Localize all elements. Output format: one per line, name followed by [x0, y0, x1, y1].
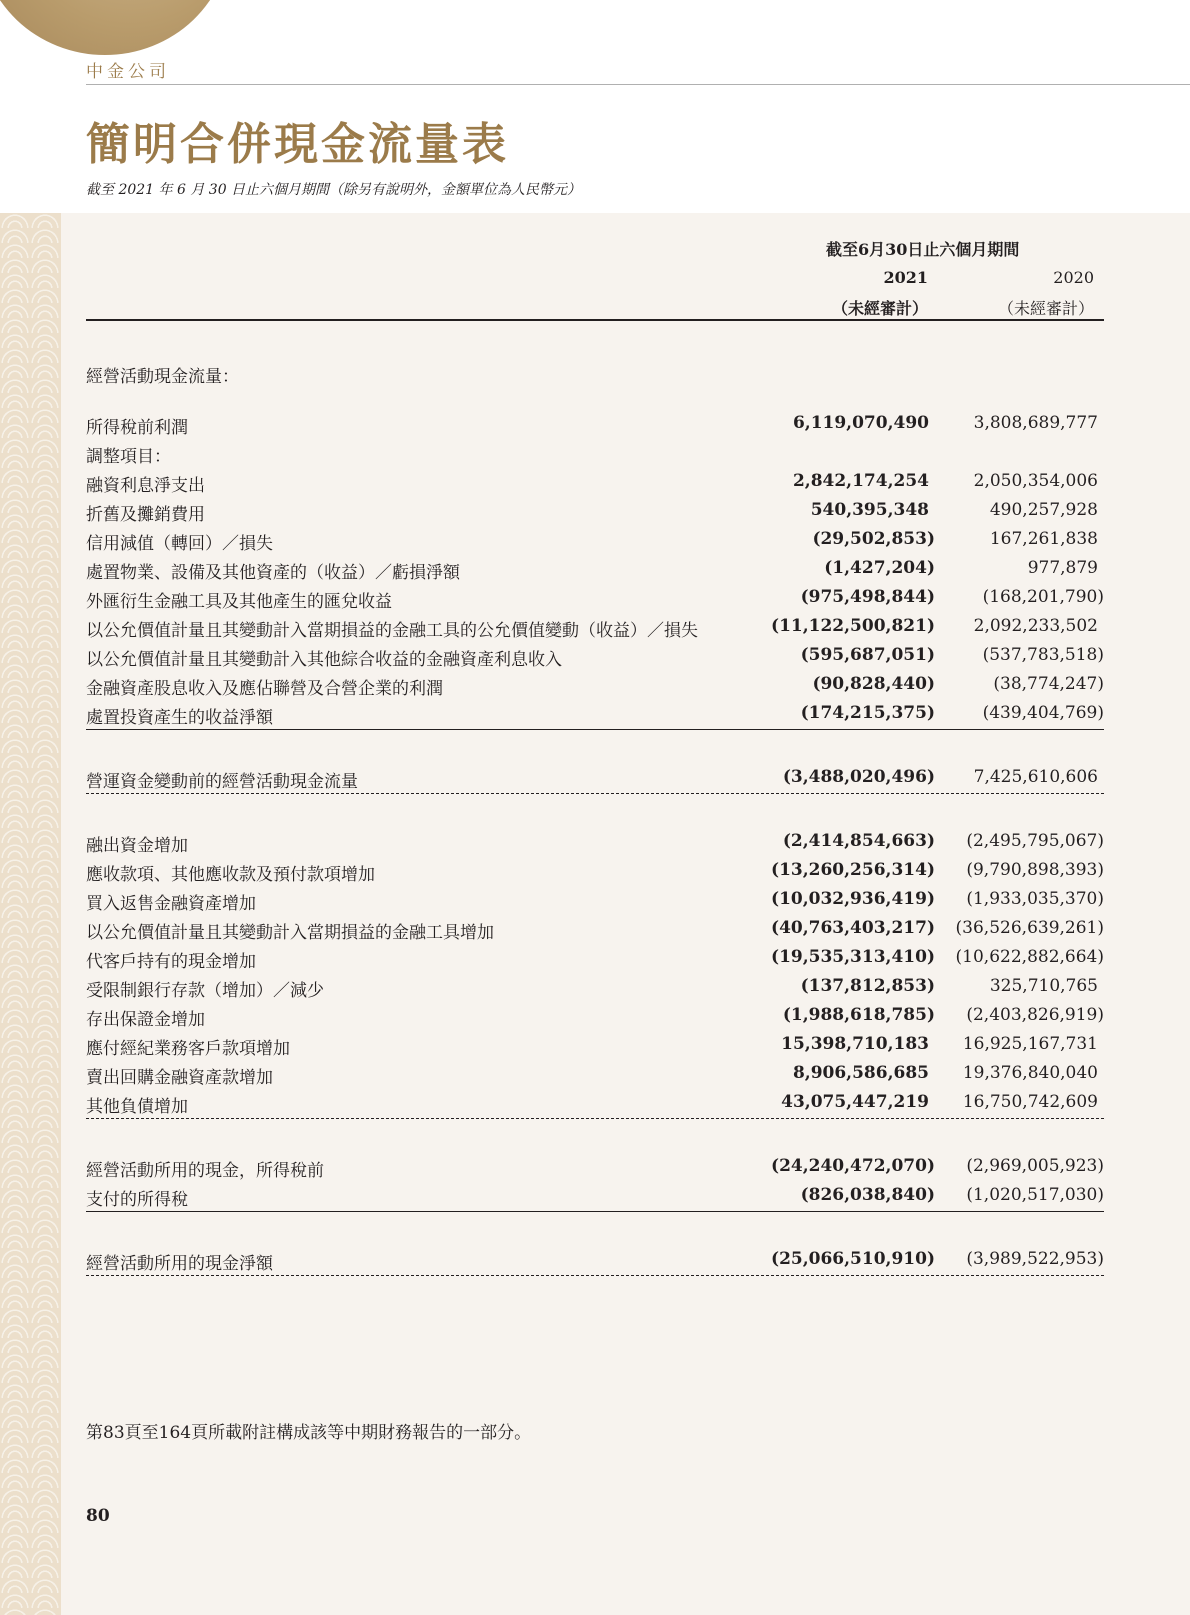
value-2020: (10,622,882,664) — [955, 947, 1104, 967]
value-2021: (1,988,618,785) — [782, 1005, 935, 1025]
column-year-2020: 2020 — [1053, 268, 1094, 287]
value-2021: (29,502,853) — [812, 529, 935, 549]
table-row — [86, 525, 1104, 555]
company-logo-disc — [0, 0, 230, 55]
value-2020: 19,376,840,040 — [962, 1063, 1098, 1083]
value-2020: (9,790,898,393) — [966, 860, 1104, 880]
page-subtitle: 截至 2021 年 6 月 30 日止六個月期間（除另有說明外，金額單位為人民幣元） — [86, 182, 582, 198]
table-row — [86, 1245, 1104, 1276]
row-label: 金融資產股息收入及應佔聯營及合營企業的利潤 — [86, 679, 443, 699]
value-2020: 167,261,838 — [989, 529, 1098, 549]
page-number: 80 — [86, 1506, 110, 1526]
table-row — [86, 699, 1104, 730]
row-label: 所得稅前利潤 — [86, 418, 188, 438]
value-2021: 2,842,174,254 — [792, 471, 929, 491]
table-row — [86, 1181, 1104, 1212]
column-audit-2021: （未經審計） — [831, 299, 928, 318]
table-row — [86, 763, 1104, 794]
row-label: 代客戶持有的現金增加 — [86, 952, 256, 972]
row-label: 買入返售金融資產增加 — [86, 894, 256, 914]
value-2020: 16,750,742,609 — [962, 1092, 1098, 1112]
footnote: 第83頁至164頁所載附註構成該等中期財務報告的一部分。 — [86, 1423, 532, 1443]
row-label: 經營活動所用的現金淨額 — [86, 1254, 273, 1274]
row-label: 應收款項、其他應收款及預付款項增加 — [86, 865, 375, 885]
table-row — [86, 583, 1104, 613]
table-row — [86, 467, 1104, 497]
value-2020: 7,425,610,606 — [973, 767, 1098, 787]
table-row — [86, 972, 1104, 1002]
row-label: 以公允價值計量且其變動計入其他綜合收益的金融資產利息收入 — [86, 650, 562, 670]
value-2021: 15,398,710,183 — [781, 1034, 929, 1054]
table-row — [86, 670, 1104, 700]
value-2021: (1,427,204) — [824, 558, 935, 578]
table-row — [86, 554, 1104, 584]
value-2020: (439,404,769) — [982, 703, 1104, 723]
value-2021: (3,488,020,496) — [782, 767, 935, 787]
value-2020: 2,050,354,006 — [973, 471, 1098, 491]
value-2020: 490,257,928 — [989, 500, 1098, 520]
value-2021: (10,032,936,419) — [771, 889, 935, 909]
value-2021: (137,812,853) — [800, 976, 935, 996]
table-row — [86, 1059, 1104, 1089]
row-label: 賣出回購金融資產款增加 — [86, 1068, 273, 1088]
value-2020: (2,403,826,919) — [966, 1005, 1104, 1025]
table-row — [86, 496, 1104, 526]
table-row — [86, 1030, 1104, 1060]
column-period-header: 截至6月30日止六個月期間 — [826, 240, 1020, 259]
company-name: 中金公司 — [86, 62, 170, 82]
value-2021: (595,687,051) — [800, 645, 935, 665]
table-row — [86, 1088, 1104, 1119]
row-label: 營運資金變動前的經營活動現金流量 — [86, 772, 358, 792]
row-label: 調整項目： — [86, 447, 171, 467]
table-row — [86, 885, 1104, 915]
value-2020: (2,969,005,923) — [966, 1156, 1104, 1176]
row-label: 信用減值（轉回）／損失 — [86, 534, 273, 554]
value-2020: 977,879 — [1027, 558, 1098, 578]
value-2021: (13,260,256,314) — [771, 860, 935, 880]
row-label: 以公允價值計量且其變動計入當期損益的金融工具增加 — [86, 923, 494, 943]
header-rule — [86, 84, 1190, 85]
table-row — [86, 612, 1104, 642]
value-2021: (2,414,854,663) — [782, 831, 935, 851]
row-label: 以公允價值計量且其變動計入當期損益的金融工具的公允價值變動（收益）／損失 — [86, 621, 698, 641]
row-label: 支付的所得稅 — [86, 1190, 188, 1210]
row-label: 融出資金增加 — [86, 836, 188, 856]
value-2021: (90,828,440) — [812, 674, 935, 694]
value-2020: (168,201,790) — [982, 587, 1104, 607]
value-2021: (40,763,403,217) — [771, 918, 935, 938]
table-row — [86, 438, 1104, 468]
value-2020: 325,710,765 — [989, 976, 1098, 996]
value-2020: (1,933,035,370) — [966, 889, 1104, 909]
table-row — [86, 827, 1104, 857]
value-2021: (11,122,500,821) — [771, 616, 935, 636]
value-2021: (975,498,844) — [800, 587, 935, 607]
row-label: 處置投資產生的收益淨額 — [86, 708, 273, 728]
value-2021: 43,075,447,219 — [781, 1092, 929, 1112]
row-label: 其他負債增加 — [86, 1097, 188, 1117]
value-2021: 8,906,586,685 — [792, 1063, 929, 1083]
decorative-wave-pattern — [0, 213, 61, 1615]
row-label: 折舊及攤銷費用 — [86, 505, 205, 525]
value-2021: (174,215,375) — [800, 703, 935, 723]
value-2020: (36,526,639,261) — [955, 918, 1104, 938]
value-2020: 2,092,233,502 — [973, 616, 1098, 636]
column-audit-2020: （未經審計） — [997, 299, 1094, 318]
table-row — [86, 856, 1104, 886]
table-row — [86, 1001, 1104, 1031]
row-label: 經營活動所用的現金，所得稅前 — [86, 1161, 324, 1181]
value-2020: (38,774,247) — [993, 674, 1104, 694]
value-2021: (25,066,510,910) — [771, 1249, 935, 1269]
section-title: 經營活動現金流量： — [86, 367, 239, 387]
row-label: 外匯衍生金融工具及其他產生的匯兌收益 — [86, 592, 392, 612]
table-row — [86, 914, 1104, 944]
value-2020: (1,020,517,030) — [966, 1185, 1104, 1205]
table-row — [86, 409, 1104, 439]
row-label: 應付經紀業務客戶款項增加 — [86, 1039, 290, 1059]
value-2020: (537,783,518) — [982, 645, 1104, 665]
column-year-2021: 2021 — [883, 268, 928, 287]
table-row — [86, 1152, 1104, 1182]
table-row — [86, 641, 1104, 671]
value-2020: 3,808,689,777 — [973, 413, 1098, 433]
value-2021: (826,038,840) — [800, 1185, 935, 1205]
row-label: 融資利息淨支出 — [86, 476, 205, 496]
row-label: 處置物業、設備及其他資產的（收益）／虧損淨額 — [86, 563, 460, 583]
value-2020: 16,925,167,731 — [962, 1034, 1098, 1054]
page-title: 簡明合併現金流量表 — [86, 119, 509, 170]
row-label: 受限制銀行存款（增加）／減少 — [86, 981, 324, 1001]
value-2020: (3,989,522,953) — [966, 1249, 1104, 1269]
column-header-rule — [86, 319, 1104, 321]
value-2021: (24,240,472,070) — [771, 1156, 935, 1176]
value-2021: 540,395,348 — [810, 500, 929, 520]
table-row — [86, 943, 1104, 973]
row-label: 存出保證金增加 — [86, 1010, 205, 1030]
value-2021: (19,535,313,410) — [771, 947, 935, 967]
value-2020: (2,495,795,067) — [966, 831, 1104, 851]
value-2021: 6,119,070,490 — [792, 413, 929, 433]
